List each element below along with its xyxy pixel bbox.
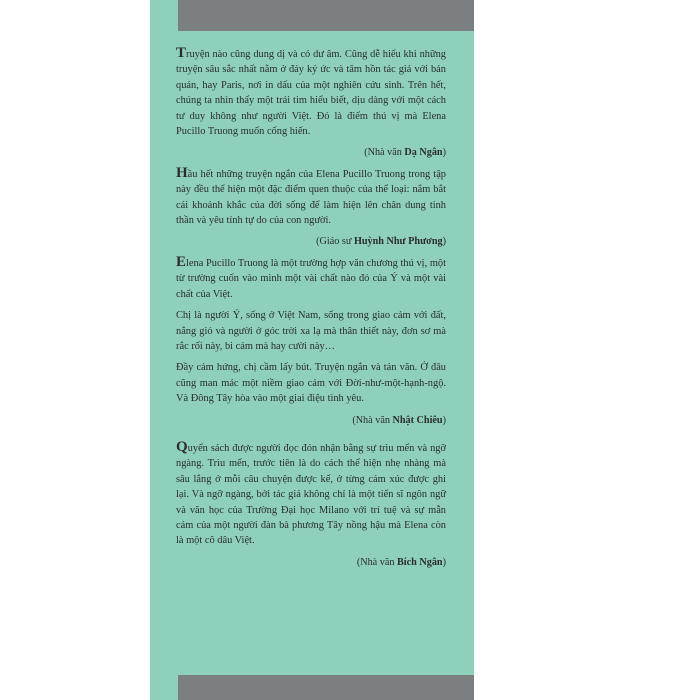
attribution-prefix: (Giáo sư	[316, 236, 354, 248]
drop-letter: E	[176, 253, 187, 270]
paragraph-text: ruyện nào cũng dung dị và có dư âm. Cũng dễ hiểu khi những truyện sâu sắc nhất nằm ở đáy ký ức và tâm hồn tác giả với bản quán, hay Paris, nơi in dấu của một nghiên cứu sinh. Trên hết, chúng ta nhìn thấy một trái tim hiểu biết, dịu dàng với một cách tư duy không như người Việt. Đó là điểm thú vị mà Elena Pucillo Truong muốn cống hiến.	[176, 49, 446, 138]
paragraph-5	[176, 360, 446, 406]
paragraph-2	[176, 166, 446, 229]
paragraph-text: lena Pucillo Truong là một trường hợp văn chương thú vị, một từ trường cuốn vào mình một vài chất nào đó của Ý và một vài chất của Việt.	[176, 257, 446, 300]
drop-letter: T	[176, 45, 187, 61]
attribution-prefix: (Nhà văn	[352, 414, 393, 426]
paragraph-text: Đầy cảm hứng, chị cầm lấy bút. Truyện ngắn và tản văn. Ở đâu cũng man mác một niềm giao cảm với Đời-như-một-hạnh-ngộ. Và Đông Tây hòa vào một giai điệu tình yêu.	[176, 362, 446, 405]
paragraph-4	[176, 308, 446, 354]
attribution-suffix: )	[442, 147, 446, 159]
paragraph-text: uyển sách được người đọc đón nhận bằng sự trìu mến và ngỡ ngàng. Trìu mến, trước tiên là do cách thể hiện nhẹ nhàng mà sâu lắng ở mỗi câu chuyện được kể, ở từng cảm xúc được ghi lại. Và ngỡ ngàng, bởi tác giả không chỉ là một tiến sĩ ngôn ngữ và văn học của Trường Đại học Milano với trí tuệ và sự mẫn cảm của một người đàn bà phương Tây nồng hậu mà Elena còn là một cô dâu Việt.	[176, 442, 446, 547]
attribution-da-ngan	[176, 145, 446, 160]
attribution-huynh-nhu-phuong	[176, 234, 446, 249]
top-gray-bar	[178, 0, 474, 31]
attribution-bich-ngan	[176, 555, 446, 570]
attribution-name: Dạ Ngân	[404, 147, 443, 159]
attribution-suffix: )	[442, 414, 446, 426]
paragraph-1	[176, 46, 446, 139]
attribution-prefix: (Nhà văn	[356, 556, 398, 568]
attribution-suffix: )	[442, 556, 446, 568]
drop-letter: Q	[176, 438, 188, 455]
drop-letter: H	[176, 164, 188, 181]
attribution-nhat-chieu	[176, 413, 446, 428]
back-cover-text	[176, 46, 446, 575]
paragraph-text: Chị là người Ý, sống ở Việt Nam, sống trong giao cảm với đất, nắng gió và người ở góc trời xa lạ mà thân thiết này, đơn sơ mà rắc rối này, bi cảm mà hay cười này…	[176, 310, 446, 352]
attribution-suffix: )	[442, 236, 446, 248]
paragraph-text: ầu hết những truyện ngắn của Elena Pucillo Truong trong tập này đều thể hiện một đặc điểm quen thuộc của thể loại: nắm bắt cái khoảnh khắc của đời sống để làm hiện lên chân dung tinh thần và yêu tính tự do của con người.	[176, 168, 446, 227]
paragraph-3	[176, 255, 446, 302]
attribution-name: Huỳnh Như Phương	[353, 236, 443, 248]
attribution-name: Bích Ngân	[397, 556, 443, 568]
bottom-gray-bar	[178, 675, 474, 700]
attribution-name: Nhật Chiêu	[392, 414, 443, 426]
paragraph-6	[176, 440, 446, 549]
attribution-prefix: (Nhà văn	[364, 147, 405, 159]
